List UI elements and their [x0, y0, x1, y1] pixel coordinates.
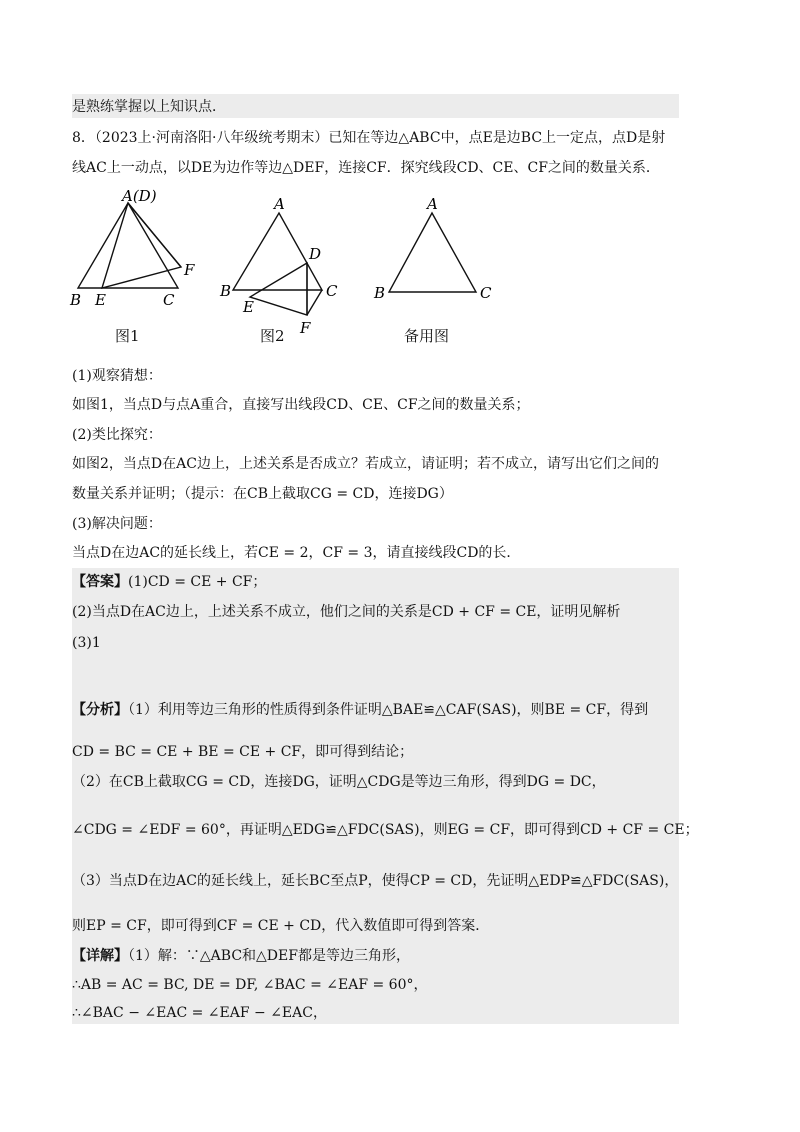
analysis-line-1	[72, 700, 648, 720]
detail-1: （1）解：∵△ABC和△DEF都是等边三角形，	[128, 948, 410, 964]
fig1-label-b: B	[70, 291, 82, 309]
q3-text: 当点D在边AC的延长线上，若CE = 2，CF = 3，请直接线段CD的长．	[72, 545, 521, 561]
problem-line-1: 8．（2023上·河南洛阳·八年级统考期末）已知在等边△ABC中，点E是边BC上一定点，点D是射	[72, 130, 666, 146]
fig2-label-d: D	[309, 245, 322, 263]
fig1-label-f: F	[184, 261, 195, 279]
detail-3: ∴∠BAC − ∠EAC = ∠EAF − ∠EAC，	[72, 1005, 327, 1021]
analysis-3: （2）在CB上截取CG = CD，连接DG，证明△CDG是等边三角形，得到DG = DC，	[72, 774, 606, 790]
fig3-label-b: B	[374, 284, 386, 302]
problem-line-2: 线AC上一动点，以DE为边作等边△DEF，连接CF．探究线段CD、CE、CF之间的数量关系．	[72, 160, 660, 176]
analysis-2: CD = BC = CE + BE = CE + CF，即可得到结论；	[72, 744, 414, 760]
figure-3	[368, 185, 498, 325]
fig1-label-e: E	[95, 291, 106, 309]
detail-line-1	[72, 946, 410, 966]
fig2-label-f: F	[300, 319, 311, 337]
fig2-label-b: B	[220, 282, 232, 300]
answer-label: 【答案】	[72, 574, 128, 590]
fig2-caption: 图2	[260, 327, 285, 345]
text-line-0: 是熟练掌握以上知识点．	[72, 99, 226, 115]
q1-text: 如图1，当点D与点A重合，直接写出线段CD、CE、CF之间的数量关系；	[72, 397, 530, 413]
fig1-label-a: A(D)	[122, 187, 157, 205]
fig3-triangle-abc	[389, 213, 476, 292]
fig2-label-e: E	[243, 298, 254, 316]
fig2-triangle-def	[250, 263, 307, 315]
fig3-label-a: A	[427, 195, 438, 213]
analysis-label: 【分析】	[72, 702, 128, 718]
fig2-label-a: A	[274, 195, 285, 213]
q2-text-1: 如图2，当点D在AC边上，上述关系是否成立？若成立，请证明；若不成立，请写出它们之间的	[72, 456, 659, 472]
analysis-4: ∠CDG = ∠EDF = 60°，再证明△EDG≌△FDC(SAS)，则EG = CF，即可得到CD + CF = CE；	[72, 822, 699, 838]
fig1-triangle-def	[102, 203, 181, 288]
q1-title: (1)观察猜想：	[72, 368, 162, 384]
q3-title: (3)解决问题：	[72, 516, 162, 532]
fig2-label-c: C	[326, 282, 338, 300]
answer-3: (3)1	[72, 635, 101, 651]
analysis-1: （1）利用等边三角形的性质得到条件证明△BAE≌△CAF(SAS)，则BE = CF，得到	[128, 702, 649, 718]
detail-label: 【详解】	[72, 948, 128, 964]
answer-1: (1)CD = CE + CF；	[128, 574, 267, 590]
analysis-6: 则EP = CF，即可得到CF = CE + CD，代入数值即可得到答案．	[72, 918, 490, 934]
q2-title: (2)类比探究：	[72, 427, 162, 443]
fig1-label-c: C	[163, 291, 175, 309]
q2-text-2: 数量关系并证明；（提示：在CB上截取CG = CD，连接DG）	[72, 486, 453, 502]
answer-line-1	[72, 572, 266, 592]
answer-2: (2)当点D在AC边上，上述关系不成立，他们之间的关系是CD + CF = CE，证明见解析	[72, 604, 621, 620]
fig1-caption: 图1	[115, 327, 140, 345]
fig3-label-c: C	[480, 284, 492, 302]
fig3-caption: 备用图	[404, 327, 450, 345]
detail-2: ∴AB = AC = BC, DE = DF, ∠BAC = ∠EAF = 60°，	[72, 977, 428, 993]
analysis-5: （3）当点D在边AC的延长线上，延长BC至点P，使得CP = CD，先证明△EDP≌△FDC(SAS)，	[72, 873, 679, 889]
